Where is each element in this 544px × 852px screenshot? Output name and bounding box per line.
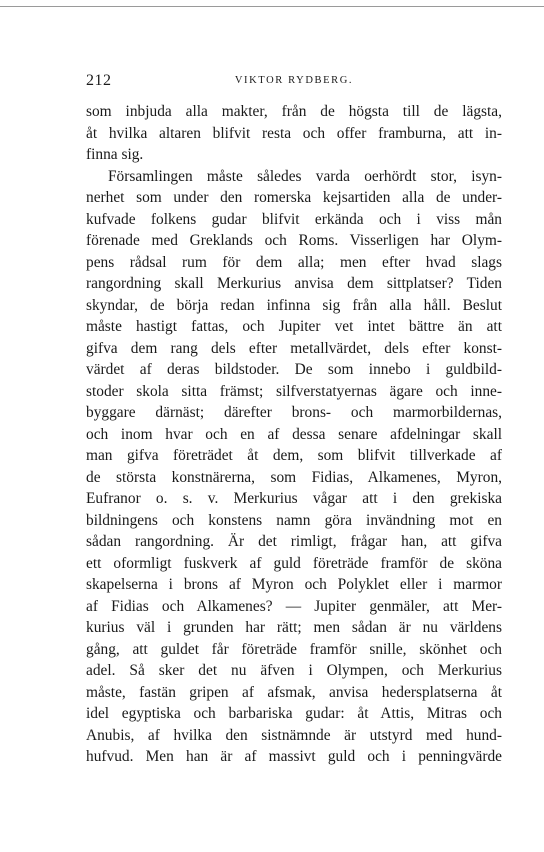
text-line: Eufranor o. s. v. Merkurius vågar att i den grekiska <box>86 490 502 507</box>
text-line: gång, att guldet får företräde framför snille, skönhet och <box>86 640 502 658</box>
text-line: sådan rangordning. Är det rimligt, frågar han, att gifva <box>86 533 502 550</box>
text-line: ett oformligt fuskverk af guld företräde framför de sköna <box>86 554 502 572</box>
text-line: nerhet som under den romerska kejsartiden alla de under- <box>86 189 502 206</box>
text-line: hufvud. Men han är af massivt guld och i penningvärde <box>86 748 502 765</box>
text-line: adel. Så sker det nu äfven i Olympen, och Merkurius <box>86 662 502 679</box>
text-line: idel egyptiska och barbariska gudar: åt Attis, Mitras och <box>86 705 502 722</box>
text-line: som inbjuda alla makter, från de högsta till de lägsta, <box>86 103 502 120</box>
text-line: af Fidias och Alkamenes? — Jupiter genmäler, att Mer- <box>86 597 502 615</box>
running-head: VIKTOR RYDBERG. <box>234 75 354 86</box>
text-line: finna sig. <box>86 146 144 163</box>
text-line: värdet af deras bildstoder. De som innebo i guldbild- <box>86 361 502 378</box>
text-line: Anubis, af hvilka den sistnämnde är utstyrd med hund- <box>86 726 502 744</box>
text-line: gifva dem rang dels efter metallvärdet, dels efter konst- <box>86 339 502 357</box>
text-line: skyndar, de börja redan infinna sig från alla håll. Beslut <box>86 296 502 314</box>
text-line: kurius väl i grunden har rätt; men sådan är nu världens <box>86 619 502 636</box>
text-line: måste hastigt fattas, och Jupiter vet intet bättre än att <box>86 318 502 335</box>
text-line: och inom hvar och en af dessa senare afdelningar skall <box>86 425 502 443</box>
body-text <box>86 101 502 768</box>
text-line: måste, fastän gripen af afsmak, anvisa hedersplatserna åt <box>86 683 502 701</box>
text-line: kufvade folkens gudar blifvit erkända och i viss mån <box>86 210 502 228</box>
text-line: skapelserna i brons af Myron och Polyklet eller i marmor <box>86 576 502 593</box>
text-line: förenade med Greklands och Roms. Visserligen har Olym- <box>86 232 502 249</box>
text-line: åt hvilka altaren blifvit resta och offer framburna, att in- <box>86 124 502 142</box>
text-line: Församlingen måste således varda oerhördt stor, isyn- <box>108 167 502 185</box>
text-line: stoder skola sitta främst; silfverstatyernas ägare och inne- <box>86 382 502 400</box>
top-rule <box>0 6 544 7</box>
text-line: rangordning skall Merkurius anvisa dem sittplatser? Tiden <box>86 275 502 292</box>
text-line: pens rådsal rum för dem alla; men efter hvad slags <box>86 253 502 271</box>
text-line: byggare därnäst; därefter brons- och marmorbildernas, <box>86 404 502 421</box>
text-line: man gifva företrädet åt dem, som blifvit tillverkade af <box>86 447 502 464</box>
page-header <box>86 72 502 92</box>
text-line: de största konstnärerna, som Fidias, Alkamenes, Myron, <box>86 468 502 486</box>
page-number: 212 <box>86 72 112 89</box>
text-line: bildningens och konstens namn göra invändning mot en <box>86 511 502 529</box>
